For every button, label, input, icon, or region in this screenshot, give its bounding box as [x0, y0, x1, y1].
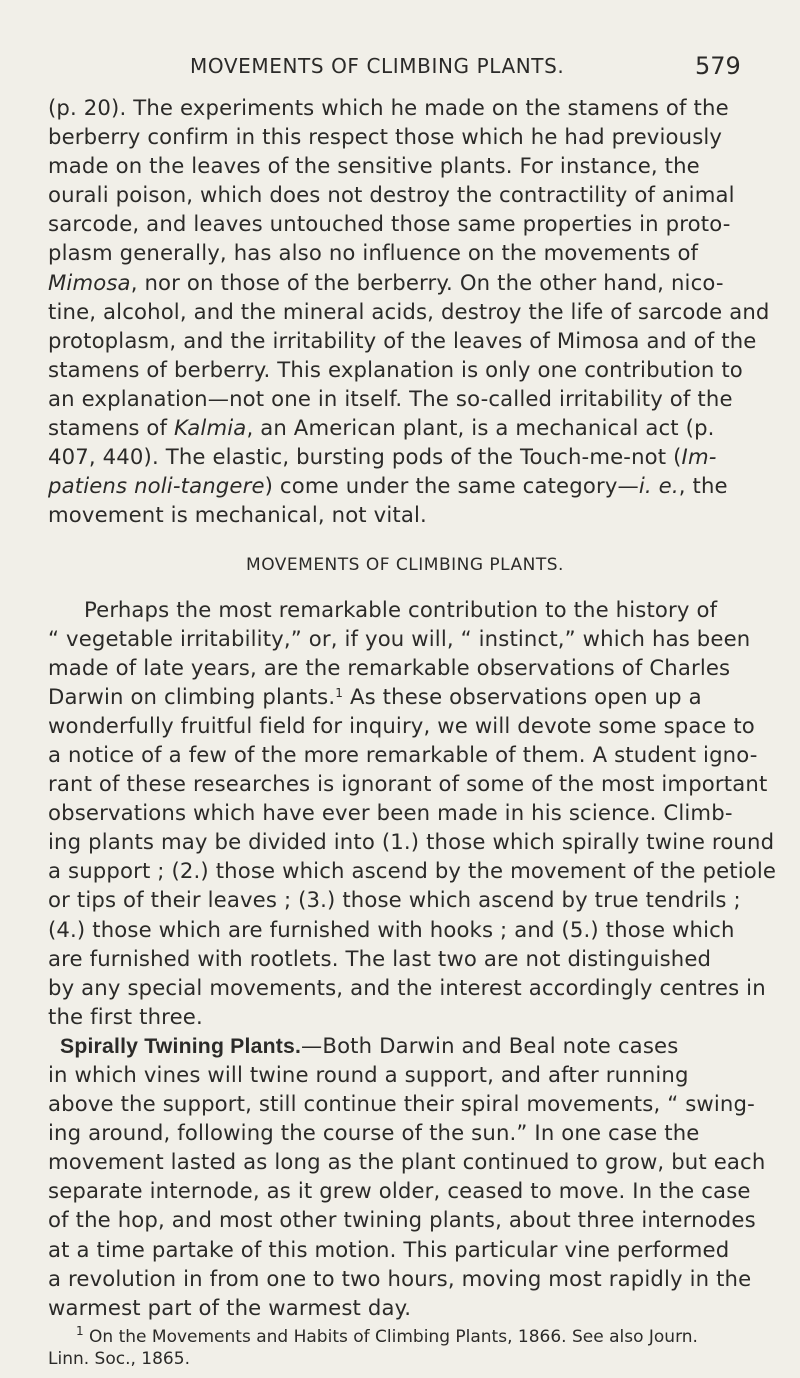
text-line: ing around, following the course of the sun.” In one case the [48, 1120, 700, 1146]
text-line: made of late years, are the remarkable observations of Charles [48, 654, 731, 680]
text-line: plasm generally, has also no influence on the movements of [48, 240, 699, 266]
paragraph-3 [48, 1031, 766, 1322]
italic-term: Kalmia [174, 415, 247, 441]
text-line: a notice of a few of the more remarkable of them. A student igno- [48, 741, 758, 767]
text-line: in which vines will twine round a support, and after running [48, 1062, 689, 1087]
footnote [48, 1323, 762, 1370]
text-line: stamens of berberry. This explanation is only one contribution to [48, 356, 743, 382]
text-line: Perhaps the most remarkable contribution to the history of [84, 596, 718, 622]
text-line: made on the leaves of the sensitive plants. For instance, the [48, 153, 700, 179]
page-header [0, 52, 800, 86]
text-span: —Both Darwin and Beal note cases [301, 1032, 679, 1058]
footnote-marker: 1 [76, 1323, 84, 1338]
footnote-line [48, 1323, 762, 1348]
text-span: stamens of [48, 415, 175, 441]
text-span: As these observations open up a [343, 683, 702, 709]
text-line: (4.) those which are furnished with hooks ; and (5.) those which [48, 916, 735, 942]
text-span: Darwin on climbing plants. [48, 683, 336, 709]
text-line: at a time partake of this motion. This particular vine performed [48, 1236, 730, 1262]
footnote-line: Linn. Soc., 1865. [48, 1348, 190, 1369]
text-span: ) come under the same category— [264, 473, 639, 499]
text-span: , nor on those of the berberry. On the other hand, nico- [130, 269, 724, 295]
text-line: “ vegetable irritability,” or, if you will, “ instinct,” which has been [48, 625, 751, 651]
page-number: 579 [695, 52, 741, 80]
text-line: observations which have ever been made in his science. Climb- [48, 800, 733, 826]
footnote-reference: 1 [335, 685, 344, 700]
text-line [48, 268, 762, 297]
italic-term: Mimosa [48, 269, 131, 295]
text-line: a support ; (2.) those which ascend by the movement of the petiole [48, 858, 777, 884]
body-text [48, 93, 777, 1370]
italic-term: i. e. [638, 473, 679, 499]
paragraph-1 [48, 93, 770, 529]
text-line: movement lasted as long as the plant continued to grow, but each [48, 1149, 766, 1175]
text-line: movement is mechanical, not vital. [48, 502, 427, 528]
text-span: , an American plant, is a mechanical act (p. [246, 415, 715, 441]
text-line: tine, alcohol, and the mineral acids, destroy the life of sarcode and [48, 298, 770, 324]
text-line: or tips of their leaves ; (3.) those which ascend by true tendrils ; [48, 887, 741, 913]
text-line: above the support, still continue their spiral movements, “ swing- [48, 1091, 755, 1117]
text-line [48, 471, 762, 500]
text-span: , the [678, 473, 728, 499]
text-span: On the Movements and Habits of Climbing Plants, 1866. See also Journ. [83, 1326, 698, 1347]
text-line: a revolution in from one to two hours, moving most rapidly in the [48, 1265, 752, 1291]
text-span: 407, 440). The elastic, bursting pods of the Touch-me-not ( [48, 444, 682, 470]
text-line: wonderfully fruitful field for inquiry, we will devote some space to [48, 712, 755, 738]
text-line: an explanation—not one in itself. The so-called irritability of the [48, 385, 733, 411]
text-line: protoplasm, and the irritability of the leaves of Mimosa and of the [48, 327, 757, 353]
running-title: MOVEMENTS OF CLIMBING PLANTS. [190, 54, 565, 78]
section-heading: MOVEMENTS OF CLIMBING PLANTS. [246, 555, 564, 576]
italic-term: Im- [681, 444, 717, 470]
text-line: warmest part of the warmest day. [48, 1294, 412, 1320]
text-line: the first three. [48, 1003, 203, 1029]
text-line: separate internode, as it grew older, ceased to move. In the case [48, 1178, 751, 1204]
text-line: berberry confirm in this respect those which he had previously [48, 124, 723, 150]
text-line [48, 682, 762, 711]
run-in-heading: Spirally Twining Plants. [60, 1034, 302, 1058]
text-line [48, 442, 762, 471]
text-line: sarcode, and leaves untouched those same properties in proto- [48, 211, 731, 237]
text-line: ourali poison, which does not destroy the contractility of animal [48, 182, 735, 208]
italic-term: patiens noli-tangere [48, 473, 265, 499]
text-line: (p. 20). The experiments which he made on the stamens of the [48, 95, 729, 120]
paragraph-2 [48, 595, 777, 1031]
text-line: by any special movements, and the interest accordingly centres in [48, 974, 766, 1000]
text-line [48, 413, 762, 442]
text-line [48, 1031, 762, 1060]
text-line: of the hop, and most other twining plants, about three internodes [48, 1207, 756, 1233]
text-line: are furnished with rootlets. The last two are not distinguished [48, 945, 712, 971]
text-line: ing plants may be divided into (1.) those which spirally twine round [48, 829, 775, 855]
text-line: rant of these researches is ignorant of some of the most important [48, 771, 768, 797]
